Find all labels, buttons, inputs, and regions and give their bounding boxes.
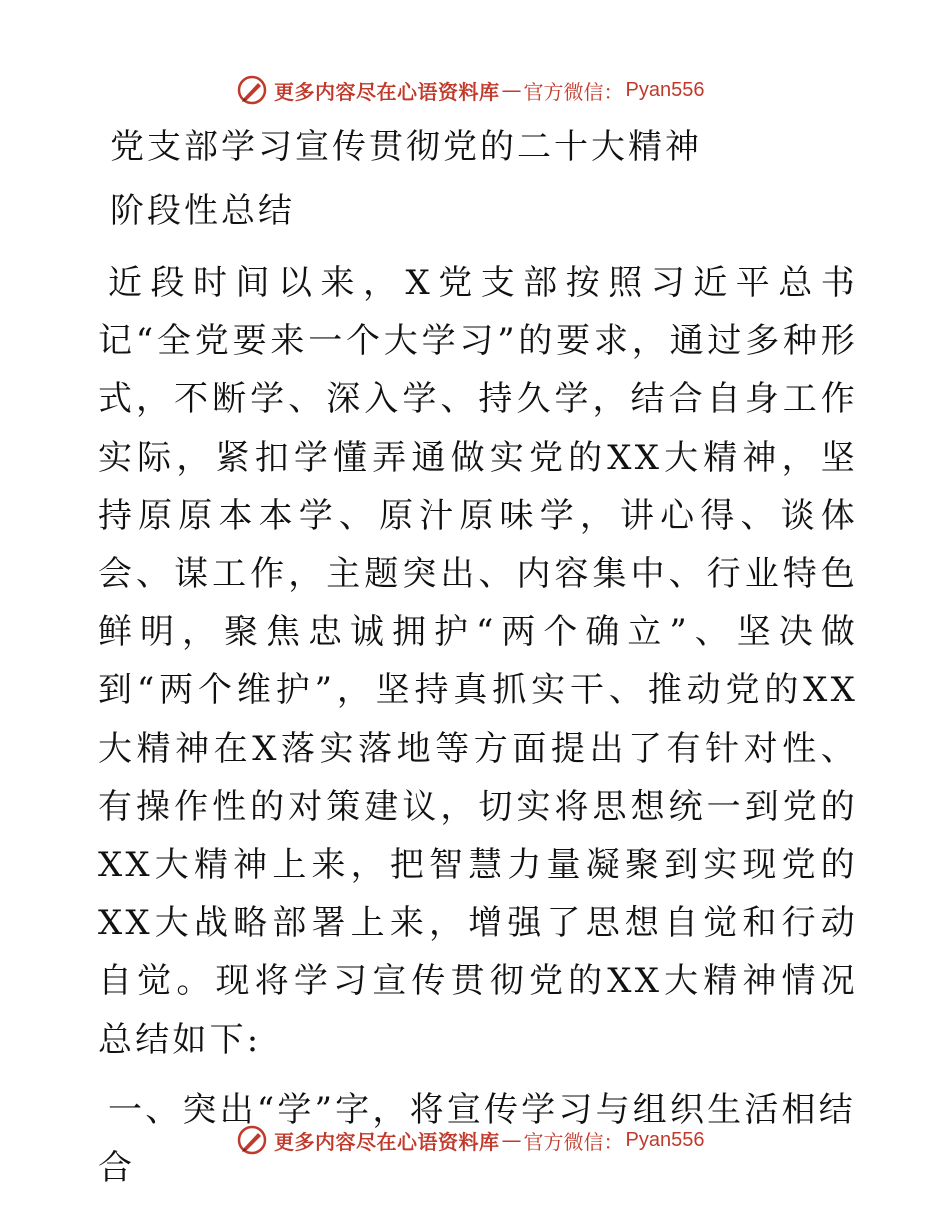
watermark-wechat-label: 官方微信： [523,1129,624,1154]
intro-paragraph: 近段时间以来，X党支部按照习近平总书记“全党要来一个大学习”的要求，通过多种形式，不断学、深入学、持久学，结合自身工作实际，紧扣学懂弄通做实党的XX大精神，坚持原原本本学、原汁原味学，讲心得、谈体会、谋工作，主题突出、内容集中、行业特色鲜明，聚焦忠诚拥护“两个确立”、坚决做到“两个维护”，坚持真抓实干、推动党的XX大精神在X落实落地等方面提出了有针对性、有操作性的对策建议，切实将思想统一到党的XX大精神上来，把智慧力量凝聚到实现党的XX大战略部署上来，增强了思想自觉和行动自觉。现将学习宣传贯彻党的XX大精神情况总结如下: [98,263,858,1060]
watermark-wechat-id: Pyan556 [625,78,705,101]
document-title-line-1: 党支部学习宣传贯彻党的二十大精神 [110,127,702,167]
watermark-dash: — [501,1128,522,1152]
section-1-heading: 一、突出“学”字，将宣传学习与组织生活相结合 [98,1089,856,1188]
watermark-header [236,72,704,108]
watermark-wechat-id: Pyan556 [625,1128,705,1151]
watermark-site-text: 更多内容尽在心语资料库 [274,79,500,104]
watermark-wechat-label: 官方微信： [523,79,624,104]
watermark-site-text: 更多内容尽在心语资料库 [274,1129,500,1154]
watermark-footer [236,1122,704,1158]
watermark-dash: — [501,78,522,102]
document-title-line-2: 阶段性总结 [110,191,295,231]
quill-pen-circle-icon [236,74,268,106]
document-body [98,122,858,1197]
quill-pen-circle-icon [236,1124,268,1156]
